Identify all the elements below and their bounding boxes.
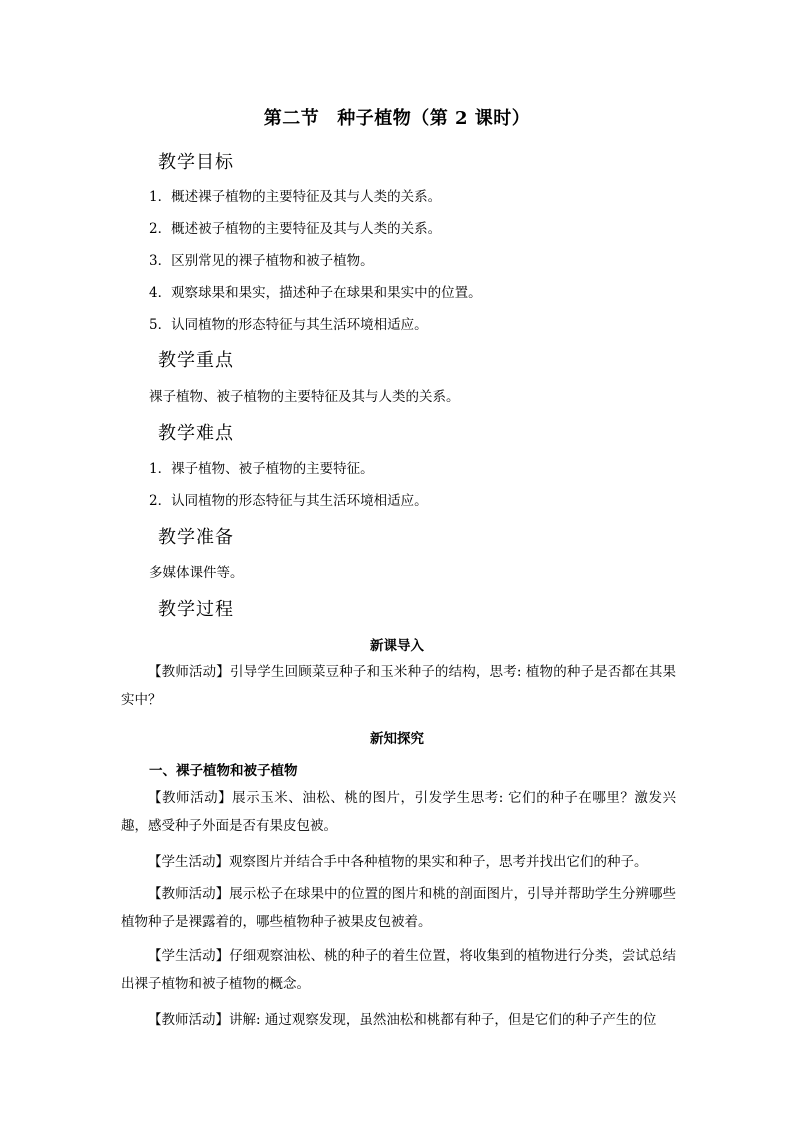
objective-item-2: 2．概述被子植物的主要特征及其与人类的关系。 bbox=[149, 221, 442, 237]
difficulty-item-1: 1．裸子植物、被子植物的主要特征。 bbox=[149, 461, 374, 477]
preparation-text: 多媒体课件等。 bbox=[149, 565, 244, 581]
process-paragraph-2: 【学生活动】观察图片并结合手中各种植物的果实和种子，思考并找出它们的种子。 bbox=[148, 854, 648, 870]
heading-difficulties: 教学难点 bbox=[158, 423, 234, 444]
intro-title: 新课导入 bbox=[370, 638, 424, 654]
heading-objectives: 教学目标 bbox=[158, 152, 234, 173]
title-section-number: 第二节 bbox=[263, 108, 320, 129]
intro-paragraph: 【教师活动】引导学生回顾菜豆种子和玉米种子的结构，思考: 植物的种子是否都在其果实中？ bbox=[121, 664, 676, 708]
process-paragraph-1: 【教师活动】展示玉米、油松、桃的图片，引发学生思考: 它们的种子在哪里？激发兴趣，感受种子外面是否有果皮包被。 bbox=[121, 790, 676, 834]
objective-item-4: 4．观察球果和果实，描述种子在球果和果实中的位置。 bbox=[149, 285, 482, 301]
subsection-title: 一、裸子植物和被子植物 bbox=[149, 763, 298, 779]
difficulty-item-2: 2．认同植物的形态特征与其生活环境相适应。 bbox=[149, 493, 428, 509]
objective-item-3: 3．区别常见的裸子植物和被子植物。 bbox=[149, 253, 374, 269]
process-paragraph-4: 【学生活动】仔细观察油松、桃的种子的着生位置，将收集到的植物进行分类，尝试总结出裸子植物和被子植物的概念。 bbox=[121, 948, 676, 992]
process-paragraph-5: 【教师活动】讲解: 通过观察发现，虽然油松和桃都有种子，但是它们的种子产生的位 bbox=[148, 1012, 657, 1028]
title-lesson-name: 种子植物（第 2 课时） bbox=[337, 108, 531, 129]
heading-process: 教学过程 bbox=[158, 599, 234, 620]
heading-preparation: 教学准备 bbox=[158, 527, 234, 548]
process-paragraph-3: 【教师活动】展示松子在球果中的位置的图片和桃的剖面图片，引导并帮助学生分辨哪些植物种子是裸露着的，哪些植物种子被果皮包被着。 bbox=[121, 886, 676, 930]
key-points-text: 裸子植物、被子植物的主要特征及其与人类的关系。 bbox=[149, 389, 460, 405]
objective-item-1: 1．概述裸子植物的主要特征及其与人类的关系。 bbox=[149, 189, 442, 205]
objective-item-5: 5．认同植物的形态特征与其生活环境相适应。 bbox=[149, 317, 428, 333]
page-title bbox=[0, 104, 794, 130]
explore-title: 新知探究 bbox=[370, 731, 424, 747]
heading-key-points: 教学重点 bbox=[158, 350, 234, 371]
